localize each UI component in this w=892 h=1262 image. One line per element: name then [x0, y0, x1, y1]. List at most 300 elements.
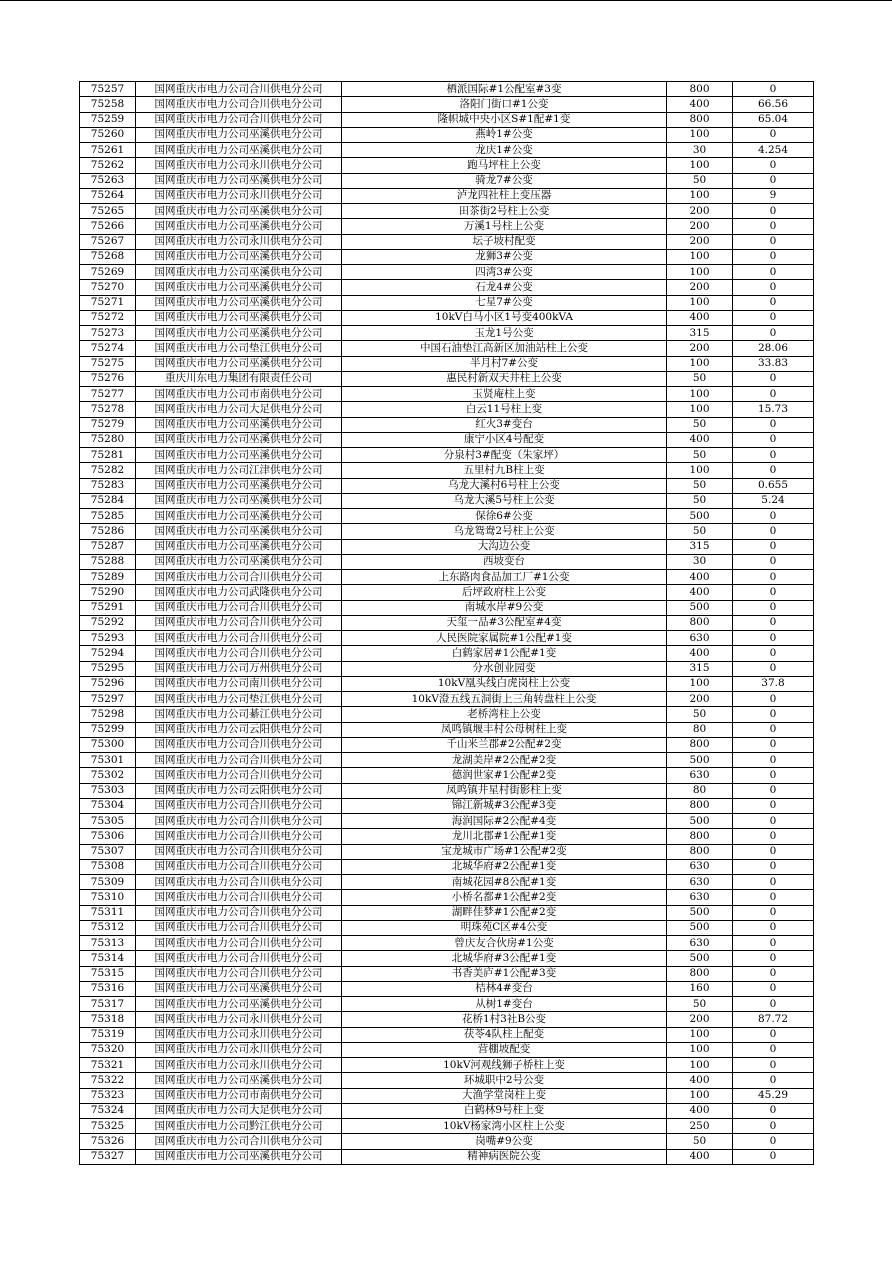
transformer-name-cell: 泸龙四社柱上变压器 — [342, 188, 667, 203]
value-cell: 0 — [733, 707, 814, 722]
value-cell: 45.29 — [733, 1088, 814, 1103]
transformer-name-cell: 南城水岸#9公变 — [342, 600, 667, 615]
value-cell: 0 — [733, 158, 814, 173]
capacity-cell: 50 — [667, 478, 733, 493]
value-cell: 0 — [733, 692, 814, 707]
company-cell: 国网重庆市电力公司合川供电分公司 — [136, 920, 342, 935]
capacity-cell: 315 — [667, 539, 733, 554]
transformer-name-cell: 明珠苑C区#4公变 — [342, 920, 667, 935]
capacity-cell: 630 — [667, 936, 733, 951]
capacity-cell: 250 — [667, 1119, 733, 1134]
table-row — [80, 585, 814, 600]
transformer-name-cell: 小桥名都#1公配#2变 — [342, 890, 667, 905]
row-id-cell: 75285 — [80, 509, 136, 524]
transformer-name-cell: 岗嘴#9公变 — [342, 1134, 667, 1149]
table-row — [80, 1103, 814, 1118]
company-cell: 国网重庆市电力公司永川供电分公司 — [136, 1042, 342, 1057]
table-row — [80, 524, 814, 539]
transformer-name-cell: 海润国际#2公配#4变 — [342, 814, 667, 829]
company-cell: 国网重庆市电力公司巫溪供电分公司 — [136, 524, 342, 539]
company-cell: 国网重庆市电力公司巫溪供电分公司 — [136, 219, 342, 234]
table-row — [80, 890, 814, 905]
transformer-name-cell: 龙狮3#公变 — [342, 249, 667, 264]
transformer-name-cell: 精神病医院公变 — [342, 1149, 667, 1164]
company-cell: 国网重庆市电力公司武隆供电分公司 — [136, 585, 342, 600]
row-id-cell: 75286 — [80, 524, 136, 539]
company-cell: 国网重庆市电力公司合川供电分公司 — [136, 875, 342, 890]
capacity-cell: 800 — [667, 844, 733, 859]
value-cell: 66.56 — [733, 97, 814, 112]
capacity-cell: 800 — [667, 737, 733, 752]
row-id-cell: 75301 — [80, 753, 136, 768]
capacity-cell: 100 — [667, 463, 733, 478]
table-row — [80, 310, 814, 325]
company-cell: 国网重庆市电力公司巫溪供电分公司 — [136, 432, 342, 447]
company-cell: 国网重庆市电力公司合川供电分公司 — [136, 631, 342, 646]
table-row — [80, 1073, 814, 1088]
capacity-cell: 50 — [667, 1134, 733, 1149]
row-id-cell: 75322 — [80, 1073, 136, 1088]
row-id-cell: 75280 — [80, 432, 136, 447]
row-id-cell: 75299 — [80, 722, 136, 737]
value-cell: 0 — [733, 1103, 814, 1118]
company-cell: 国网重庆市电力公司巫溪供电分公司 — [136, 981, 342, 996]
row-id-cell: 75261 — [80, 143, 136, 158]
capacity-cell: 630 — [667, 631, 733, 646]
capacity-cell: 800 — [667, 112, 733, 127]
row-id-cell: 75324 — [80, 1103, 136, 1118]
row-id-cell: 75290 — [80, 585, 136, 600]
table-row — [80, 387, 814, 402]
capacity-cell: 100 — [667, 1088, 733, 1103]
capacity-cell: 100 — [667, 356, 733, 371]
company-cell: 国网重庆市电力公司巫溪供电分公司 — [136, 356, 342, 371]
row-id-cell: 75260 — [80, 127, 136, 142]
table-row — [80, 112, 814, 127]
capacity-cell: 500 — [667, 509, 733, 524]
company-cell: 国网重庆市电力公司巫溪供电分公司 — [136, 417, 342, 432]
transformer-name-cell: 凤鸣镇井星村街影柱上变 — [342, 783, 667, 798]
row-id-cell: 75306 — [80, 829, 136, 844]
capacity-cell: 50 — [667, 524, 733, 539]
capacity-cell: 100 — [667, 127, 733, 142]
row-id-cell: 75288 — [80, 554, 136, 569]
table-row — [80, 97, 814, 112]
capacity-cell: 100 — [667, 249, 733, 264]
capacity-cell: 80 — [667, 722, 733, 737]
table-row — [80, 143, 814, 158]
transformer-name-cell: 天玺一品#3公配室#4变 — [342, 615, 667, 630]
transformer-name-cell: 保徐6#公变 — [342, 509, 667, 524]
company-cell: 国网重庆市电力公司合川供电分公司 — [136, 966, 342, 981]
capacity-cell: 500 — [667, 920, 733, 935]
transformer-name-cell: 七星7#公变 — [342, 295, 667, 310]
transformer-name-cell: 书香美庐#1公配#3变 — [342, 966, 667, 981]
table-row — [80, 692, 814, 707]
capacity-cell: 400 — [667, 646, 733, 661]
company-cell: 国网重庆市电力公司巫溪供电分公司 — [136, 280, 342, 295]
company-cell: 国网重庆市电力公司垫江供电分公司 — [136, 692, 342, 707]
row-id-cell: 75257 — [80, 82, 136, 97]
company-cell: 国网重庆市电力公司合川供电分公司 — [136, 859, 342, 874]
page-top-rule — [0, 0, 892, 1]
transformer-name-cell: 湖畔佳梦#1公配#2变 — [342, 905, 667, 920]
table-row — [80, 173, 814, 188]
company-cell: 国网重庆市电力公司南川供电分公司 — [136, 676, 342, 691]
table-row — [80, 356, 814, 371]
capacity-cell: 500 — [667, 951, 733, 966]
value-cell: 0 — [733, 905, 814, 920]
table-row — [80, 753, 814, 768]
value-cell: 5.24 — [733, 493, 814, 508]
row-id-cell: 75319 — [80, 1027, 136, 1042]
value-cell: 0 — [733, 798, 814, 813]
row-id-cell: 75308 — [80, 859, 136, 874]
table-row — [80, 1149, 814, 1164]
transformer-name-cell: 栖派国际#1公配室#3变 — [342, 82, 667, 97]
value-cell: 65.04 — [733, 112, 814, 127]
value-cell: 0 — [733, 1073, 814, 1088]
transformer-name-cell: 锦江新城#3公配#3变 — [342, 798, 667, 813]
table-row — [80, 1058, 814, 1073]
table-row — [80, 539, 814, 554]
table-row — [80, 1012, 814, 1027]
transformer-name-cell: 田茶街2号柱上公变 — [342, 204, 667, 219]
table-body — [80, 82, 814, 1165]
transformer-name-cell: 洛阳门街口#1公变 — [342, 97, 667, 112]
table-row — [80, 554, 814, 569]
company-cell: 国网重庆市电力公司合川供电分公司 — [136, 570, 342, 585]
value-cell: 0 — [733, 585, 814, 600]
row-id-cell: 75291 — [80, 600, 136, 615]
value-cell: 0 — [733, 509, 814, 524]
capacity-cell: 100 — [667, 158, 733, 173]
value-cell: 0 — [733, 1027, 814, 1042]
value-cell: 0 — [733, 448, 814, 463]
value-cell: 9 — [733, 188, 814, 203]
value-cell: 0 — [733, 1042, 814, 1057]
value-cell: 0 — [733, 814, 814, 829]
value-cell: 0 — [733, 722, 814, 737]
capacity-cell: 500 — [667, 905, 733, 920]
value-cell: 0 — [733, 875, 814, 890]
capacity-cell: 800 — [667, 966, 733, 981]
transformer-name-cell: 坛子坡村配变 — [342, 234, 667, 249]
company-cell: 国网重庆市电力公司合川供电分公司 — [136, 646, 342, 661]
transformer-name-cell: 10kV白马小区1号变400kVA — [342, 310, 667, 325]
table-row — [80, 326, 814, 341]
capacity-cell: 400 — [667, 570, 733, 585]
capacity-cell: 100 — [667, 1058, 733, 1073]
capacity-cell: 50 — [667, 448, 733, 463]
table-row — [80, 234, 814, 249]
company-cell: 国网重庆市电力公司永川供电分公司 — [136, 234, 342, 249]
row-id-cell: 75282 — [80, 463, 136, 478]
capacity-cell: 315 — [667, 326, 733, 341]
company-cell: 国网重庆市电力公司合川供电分公司 — [136, 814, 342, 829]
transformer-name-cell: 五里村九B柱上变 — [342, 463, 667, 478]
value-cell: 0 — [733, 936, 814, 951]
table-row — [80, 676, 814, 691]
company-cell: 重庆川东电力集团有限责任公司 — [136, 371, 342, 386]
table-row — [80, 707, 814, 722]
transformer-name-cell: 10kV杨家湾小区柱上公变 — [342, 1119, 667, 1134]
table-row — [80, 844, 814, 859]
capacity-cell: 100 — [667, 402, 733, 417]
transformer-name-cell: 龙庆1#公变 — [342, 143, 667, 158]
capacity-cell: 400 — [667, 1103, 733, 1118]
table-row — [80, 798, 814, 813]
row-id-cell: 75283 — [80, 478, 136, 493]
company-cell: 国网重庆市电力公司巫溪供电分公司 — [136, 249, 342, 264]
capacity-cell: 800 — [667, 615, 733, 630]
transformer-name-cell: 隆帜城中央小区S#1配#1变 — [342, 112, 667, 127]
value-cell: 0 — [733, 539, 814, 554]
capacity-cell: 500 — [667, 753, 733, 768]
table-row — [80, 646, 814, 661]
row-id-cell: 75287 — [80, 539, 136, 554]
row-id-cell: 75300 — [80, 737, 136, 752]
transformer-name-cell: 乌龙大溪村6号柱上公变 — [342, 478, 667, 493]
transformer-name-cell: 10kV澄五线五洞街上三角转盘柱上公变 — [342, 692, 667, 707]
transformer-name-cell: 北城华府#3公配#1变 — [342, 951, 667, 966]
row-id-cell: 75305 — [80, 814, 136, 829]
table-row — [80, 814, 814, 829]
value-cell: 0 — [733, 387, 814, 402]
table-row — [80, 661, 814, 676]
capacity-cell: 200 — [667, 280, 733, 295]
transformer-name-cell: 老桥湾柱上公变 — [342, 707, 667, 722]
company-cell: 国网重庆市电力公司合川供电分公司 — [136, 798, 342, 813]
table-row — [80, 371, 814, 386]
capacity-cell: 100 — [667, 295, 733, 310]
capacity-cell: 30 — [667, 554, 733, 569]
row-id-cell: 75318 — [80, 1012, 136, 1027]
company-cell: 国网重庆市电力公司合川供电分公司 — [136, 1134, 342, 1149]
table-row — [80, 875, 814, 890]
company-cell: 国网重庆市电力公司大足供电分公司 — [136, 402, 342, 417]
table-row — [80, 600, 814, 615]
value-cell: 0 — [733, 417, 814, 432]
table-row — [80, 341, 814, 356]
table-row — [80, 158, 814, 173]
company-cell: 国网重庆市电力公司合川供电分公司 — [136, 951, 342, 966]
value-cell: 0 — [733, 753, 814, 768]
capacity-cell: 80 — [667, 783, 733, 798]
table-row — [80, 509, 814, 524]
table-row — [80, 936, 814, 951]
row-id-cell: 75276 — [80, 371, 136, 386]
company-cell: 国网重庆市电力公司巫溪供电分公司 — [136, 310, 342, 325]
capacity-cell: 630 — [667, 768, 733, 783]
row-id-cell: 75272 — [80, 310, 136, 325]
row-id-cell: 75294 — [80, 646, 136, 661]
capacity-cell: 630 — [667, 859, 733, 874]
value-cell: 0 — [733, 1119, 814, 1134]
capacity-cell: 50 — [667, 173, 733, 188]
transformer-name-cell: 从树1#变台 — [342, 997, 667, 1012]
company-cell: 国网重庆市电力公司合川供电分公司 — [136, 753, 342, 768]
transformer-name-cell: 凤鸣镇堰丰村公母树柱上变 — [342, 722, 667, 737]
transformer-name-cell: 白云11号柱上变 — [342, 402, 667, 417]
row-id-cell: 75310 — [80, 890, 136, 905]
value-cell: 0 — [733, 981, 814, 996]
table-row — [80, 722, 814, 737]
capacity-cell: 200 — [667, 219, 733, 234]
table-row — [80, 905, 814, 920]
transformer-name-cell: 中国石油垫江高新区加油站柱上公变 — [342, 341, 667, 356]
row-id-cell: 75295 — [80, 661, 136, 676]
transformer-name-cell: 红火3#变台 — [342, 417, 667, 432]
transformer-name-cell: 桔林4#变台 — [342, 981, 667, 996]
value-cell: 0 — [733, 783, 814, 798]
company-cell: 国网重庆市电力公司合川供电分公司 — [136, 737, 342, 752]
transformer-name-cell: 龙湖美岸#2公配#2变 — [342, 753, 667, 768]
transformer-name-cell: 后坪政府柱上公变 — [342, 585, 667, 600]
row-id-cell: 75293 — [80, 631, 136, 646]
row-id-cell: 75267 — [80, 234, 136, 249]
value-cell: 0 — [733, 768, 814, 783]
table-row — [80, 966, 814, 981]
table-row — [80, 402, 814, 417]
table-row — [80, 631, 814, 646]
row-id-cell: 75271 — [80, 295, 136, 310]
value-cell: 0 — [733, 265, 814, 280]
transformer-name-cell: 乌龙鸳鸯2号柱上公变 — [342, 524, 667, 539]
row-id-cell: 75264 — [80, 188, 136, 203]
row-id-cell: 75315 — [80, 966, 136, 981]
row-id-cell: 75309 — [80, 875, 136, 890]
value-cell: 0 — [733, 371, 814, 386]
company-cell: 国网重庆市电力公司合川供电分公司 — [136, 768, 342, 783]
capacity-cell: 400 — [667, 1073, 733, 1088]
row-id-cell: 75311 — [80, 905, 136, 920]
row-id-cell: 75317 — [80, 997, 136, 1012]
transformer-name-cell: 骑龙7#公变 — [342, 173, 667, 188]
table-row — [80, 219, 814, 234]
value-cell: 0 — [733, 737, 814, 752]
value-cell: 87.72 — [733, 1012, 814, 1027]
capacity-cell: 50 — [667, 997, 733, 1012]
row-id-cell: 75269 — [80, 265, 136, 280]
table-row — [80, 570, 814, 585]
transformer-name-cell: 乌龙大溪5号柱上公变 — [342, 493, 667, 508]
row-id-cell: 75325 — [80, 1119, 136, 1134]
company-cell: 国网重庆市电力公司永川供电分公司 — [136, 188, 342, 203]
value-cell: 0 — [733, 326, 814, 341]
table-row — [80, 463, 814, 478]
row-id-cell: 75314 — [80, 951, 136, 966]
transformer-name-cell: 玉龙1号公变 — [342, 326, 667, 341]
capacity-cell: 30 — [667, 143, 733, 158]
company-cell: 国网重庆市电力公司云阳供电分公司 — [136, 722, 342, 737]
company-cell: 国网重庆市电力公司巫溪供电分公司 — [136, 448, 342, 463]
row-id-cell: 75297 — [80, 692, 136, 707]
capacity-cell: 100 — [667, 1042, 733, 1057]
transformer-name-cell: 四湾3#公变 — [342, 265, 667, 280]
company-cell: 国网重庆市电力公司合川供电分公司 — [136, 112, 342, 127]
company-cell: 国网重庆市电力公司巫溪供电分公司 — [136, 127, 342, 142]
table-row — [80, 981, 814, 996]
transformer-table — [79, 81, 814, 1165]
table-row — [80, 1088, 814, 1103]
capacity-cell: 100 — [667, 265, 733, 280]
capacity-cell: 200 — [667, 204, 733, 219]
transformer-name-cell: 营棚坡配变 — [342, 1042, 667, 1057]
value-cell: 0 — [733, 570, 814, 585]
value-cell: 0 — [733, 1149, 814, 1164]
value-cell: 0 — [733, 432, 814, 447]
company-cell: 国网重庆市电力公司永川供电分公司 — [136, 1058, 342, 1073]
table-row — [80, 997, 814, 1012]
table-row — [80, 951, 814, 966]
company-cell: 国网重庆市电力公司合川供电分公司 — [136, 82, 342, 97]
row-id-cell: 75277 — [80, 387, 136, 402]
capacity-cell: 500 — [667, 814, 733, 829]
row-id-cell: 75292 — [80, 615, 136, 630]
row-id-cell: 75320 — [80, 1042, 136, 1057]
company-cell: 国网重庆市电力公司垫江供电分公司 — [136, 341, 342, 356]
row-id-cell: 75326 — [80, 1134, 136, 1149]
row-id-cell: 75263 — [80, 173, 136, 188]
transformer-name-cell: 上东路肉食品加工厂#1公变 — [342, 570, 667, 585]
table-row — [80, 783, 814, 798]
transformer-name-cell: 大沟边公变 — [342, 539, 667, 554]
company-cell: 国网重庆市电力公司合川供电分公司 — [136, 829, 342, 844]
capacity-cell: 200 — [667, 341, 733, 356]
value-cell: 0 — [733, 920, 814, 935]
company-cell: 国网重庆市电力公司巫溪供电分公司 — [136, 204, 342, 219]
company-cell: 国网重庆市电力公司巫溪供电分公司 — [136, 326, 342, 341]
transformer-name-cell: 跑马坪柱上公变 — [342, 158, 667, 173]
table-row — [80, 768, 814, 783]
transformer-name-cell: 分水创业园变 — [342, 661, 667, 676]
capacity-cell: 315 — [667, 661, 733, 676]
transformer-name-cell: 康宁小区4号配变 — [342, 432, 667, 447]
company-cell: 国网重庆市电力公司永川供电分公司 — [136, 158, 342, 173]
capacity-cell: 100 — [667, 188, 733, 203]
capacity-cell: 400 — [667, 432, 733, 447]
capacity-cell: 200 — [667, 234, 733, 249]
capacity-cell: 800 — [667, 829, 733, 844]
table-row — [80, 432, 814, 447]
transformer-name-cell: 石龙4#公变 — [342, 280, 667, 295]
company-cell: 国网重庆市电力公司巫溪供电分公司 — [136, 265, 342, 280]
value-cell: 0 — [733, 554, 814, 569]
transformer-name-cell: 花桥1村3社B公变 — [342, 1012, 667, 1027]
value-cell: 0 — [733, 524, 814, 539]
table-row — [80, 493, 814, 508]
row-id-cell: 75313 — [80, 936, 136, 951]
capacity-cell: 400 — [667, 585, 733, 600]
row-id-cell: 75274 — [80, 341, 136, 356]
row-id-cell: 75323 — [80, 1088, 136, 1103]
value-cell: 0 — [733, 966, 814, 981]
row-id-cell: 75281 — [80, 448, 136, 463]
value-cell: 4.254 — [733, 143, 814, 158]
value-cell: 33.83 — [733, 356, 814, 371]
row-id-cell: 75265 — [80, 204, 136, 219]
table-row — [80, 1042, 814, 1057]
transformer-name-cell: 大渔学堂岗柱上变 — [342, 1088, 667, 1103]
company-cell: 国网重庆市电力公司合川供电分公司 — [136, 615, 342, 630]
table-row — [80, 1134, 814, 1149]
value-cell: 0 — [733, 234, 814, 249]
capacity-cell: 200 — [667, 692, 733, 707]
row-id-cell: 75302 — [80, 768, 136, 783]
company-cell: 国网重庆市电力公司巫溪供电分公司 — [136, 478, 342, 493]
transformer-name-cell: 龙川北郡#1公配#1变 — [342, 829, 667, 844]
